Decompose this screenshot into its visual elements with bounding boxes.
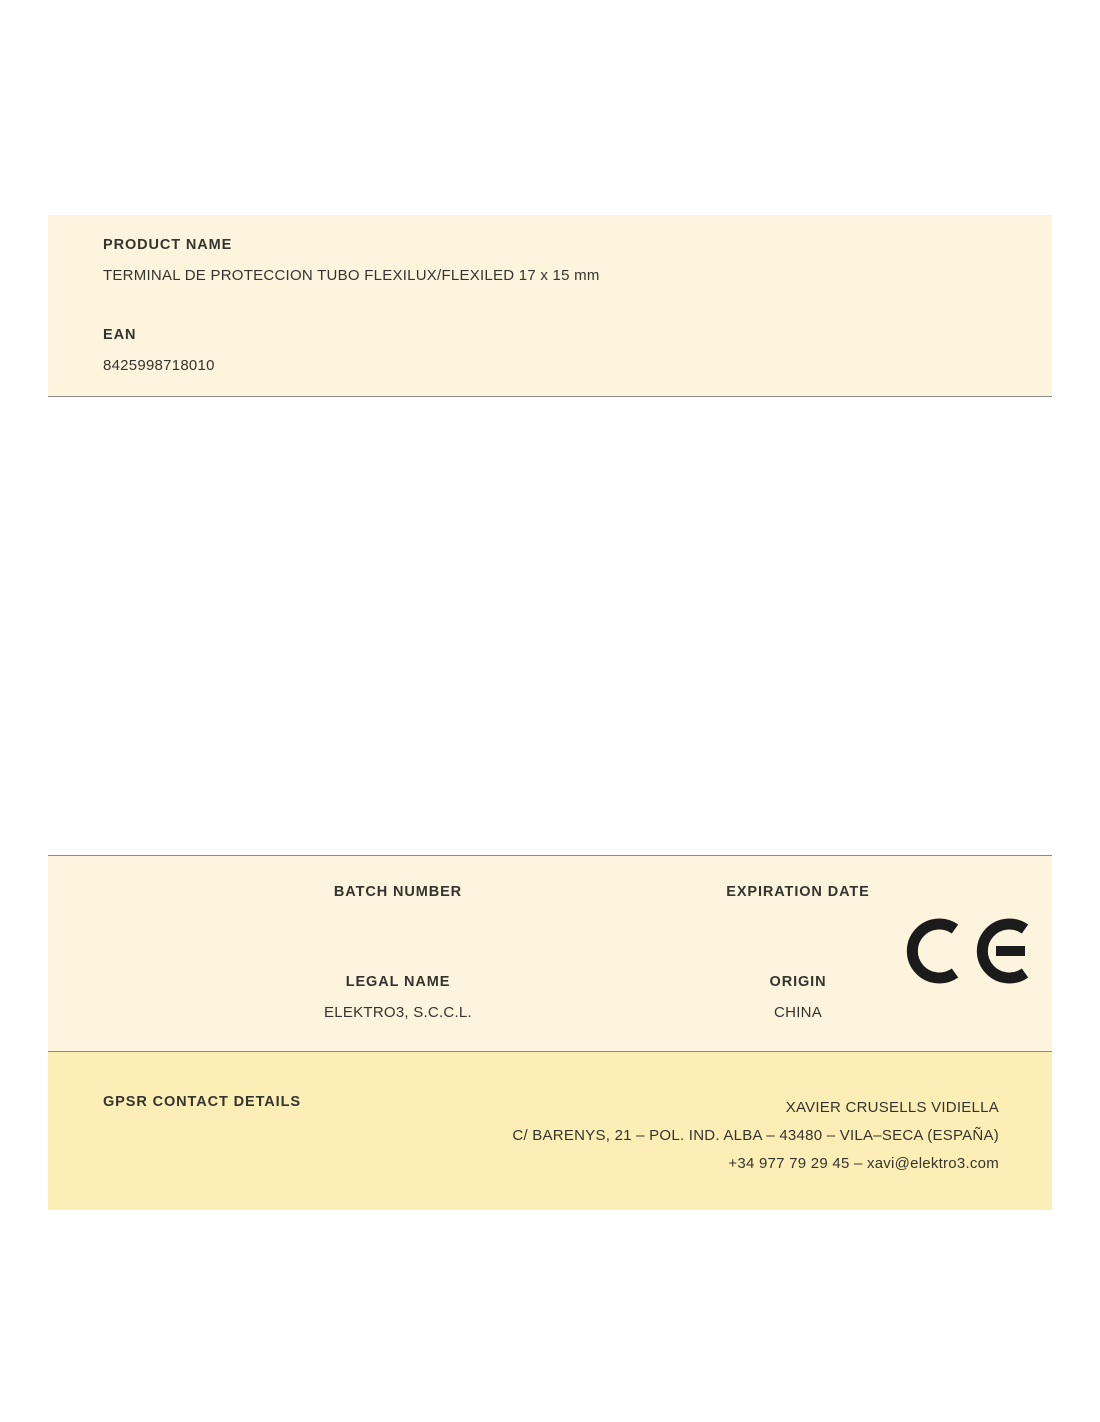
expiration-date-label: EXPIRATION DATE xyxy=(726,884,870,900)
ce-marking-icon xyxy=(903,916,1033,986)
ean-label: EAN xyxy=(103,327,137,343)
legal-name-value: ELEKTRO3, S.C.C.L. xyxy=(324,1004,472,1021)
gpsr-contact-address: C/ BARENYS, 21 – POL. IND. ALBA – 43480 – VILA–SECA (ESPAÑA) xyxy=(512,1127,999,1144)
product-info-panel xyxy=(48,215,1052,397)
origin-label: ORIGIN xyxy=(769,974,827,990)
origin-value: CHINA xyxy=(774,1004,822,1021)
product-name-label: PRODUCT NAME xyxy=(103,237,233,253)
gpsr-contact-name: XAVIER CRUSELLS VIDIELLA xyxy=(785,1099,999,1116)
legal-name-label: LEGAL NAME xyxy=(345,974,451,990)
gpsr-contact-phone-email: +34 977 79 29 45 – xavi@elektro3.com xyxy=(728,1155,999,1172)
gpsr-contact-panel xyxy=(48,1052,1052,1210)
ean-value: 8425998718010 xyxy=(103,357,215,374)
gpsr-contact-label: GPSR CONTACT DETAILS xyxy=(103,1094,301,1110)
product-details-panel xyxy=(48,855,1052,1052)
batch-number-label: BATCH NUMBER xyxy=(333,884,463,900)
product-name-value: TERMINAL DE PROTECCION TUBO FLEXILUX/FLEXILED 17 x 15 mm xyxy=(103,267,600,284)
gpsr-contact-details xyxy=(512,1094,999,1178)
